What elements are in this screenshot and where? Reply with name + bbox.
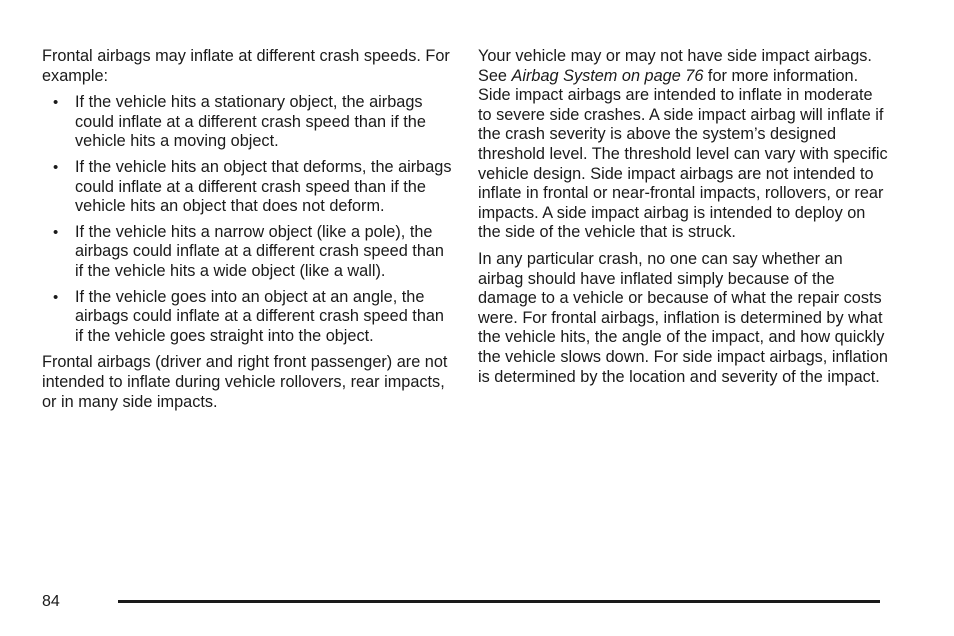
inflation-paragraph: In any particular crash, no one can say whether an airbag should have inflated simply because of the damage to a vehicle or because of what the repair costs were. For frontal airbags, inflation is determined by what the vehicle hits, the angle of the impact, and how quickly the vehicle slows down. For side impact airbags, inflation is determined by the location and severity of the impact.: [478, 249, 888, 386]
side-impact-paragraph: [478, 47, 888, 243]
right-column: [478, 47, 888, 394]
footer-rule: [118, 600, 880, 603]
page-number: 84: [42, 593, 60, 610]
bullet-icon: •: [53, 288, 59, 306]
list-item: [42, 93, 452, 152]
closing-paragraph: Frontal airbags (driver and right front passenger) are not intended to inflate during vehicle rollovers, rear impacts, or in many side impacts.: [42, 353, 448, 411]
side-impact-text-end: for more information. Side impact airbags are intended to inflate in moderate to severe side crashes. A side impact airbag will inflate if the crash severity is above the system’s designed threshold level. The threshold level can vary with specific vehicle design. Side impact airbags are not intended to inflate in frontal or near-frontal impacts, rollovers, or rear impacts. A side impact airbag is intended to deploy on the side of the vehicle that is struck.: [478, 66, 888, 242]
intro-paragraph: Frontal airbags may inflate at different crash speeds. For example:: [42, 47, 450, 85]
airbag-system-reference: Airbag System on page 76: [511, 66, 704, 85]
list-item: [42, 288, 452, 347]
list-item-text: If the vehicle hits an object that deforms, the airbags could inflate at a different crash speed than if the vehicle hits an object that does not deform.: [75, 157, 452, 216]
list-item: [42, 158, 452, 217]
side-impact-text-start: Your vehicle may or may not have side impact airbags. See: [478, 47, 872, 85]
bullet-icon: •: [53, 158, 59, 176]
bullet-icon: •: [53, 223, 59, 241]
list-item-text: If the vehicle hits a stationary object, the airbags could inflate at a different crash speed than if the vehicle hits a moving object.: [75, 93, 426, 151]
list-item-text: If the vehicle hits a narrow object (like a pole), the airbags could inflate at a different crash speed than if the vehicle hits a wide object (like a wall).: [75, 222, 444, 280]
left-column: [42, 47, 452, 419]
bullet-icon: •: [53, 94, 59, 112]
list-item-text: If the vehicle goes into an object at an angle, the airbags could inflate at a different crash speed than if the vehicle goes straight into the object.: [75, 287, 444, 345]
list-item: [42, 223, 452, 282]
crash-speed-bullet-list: [42, 93, 452, 346]
